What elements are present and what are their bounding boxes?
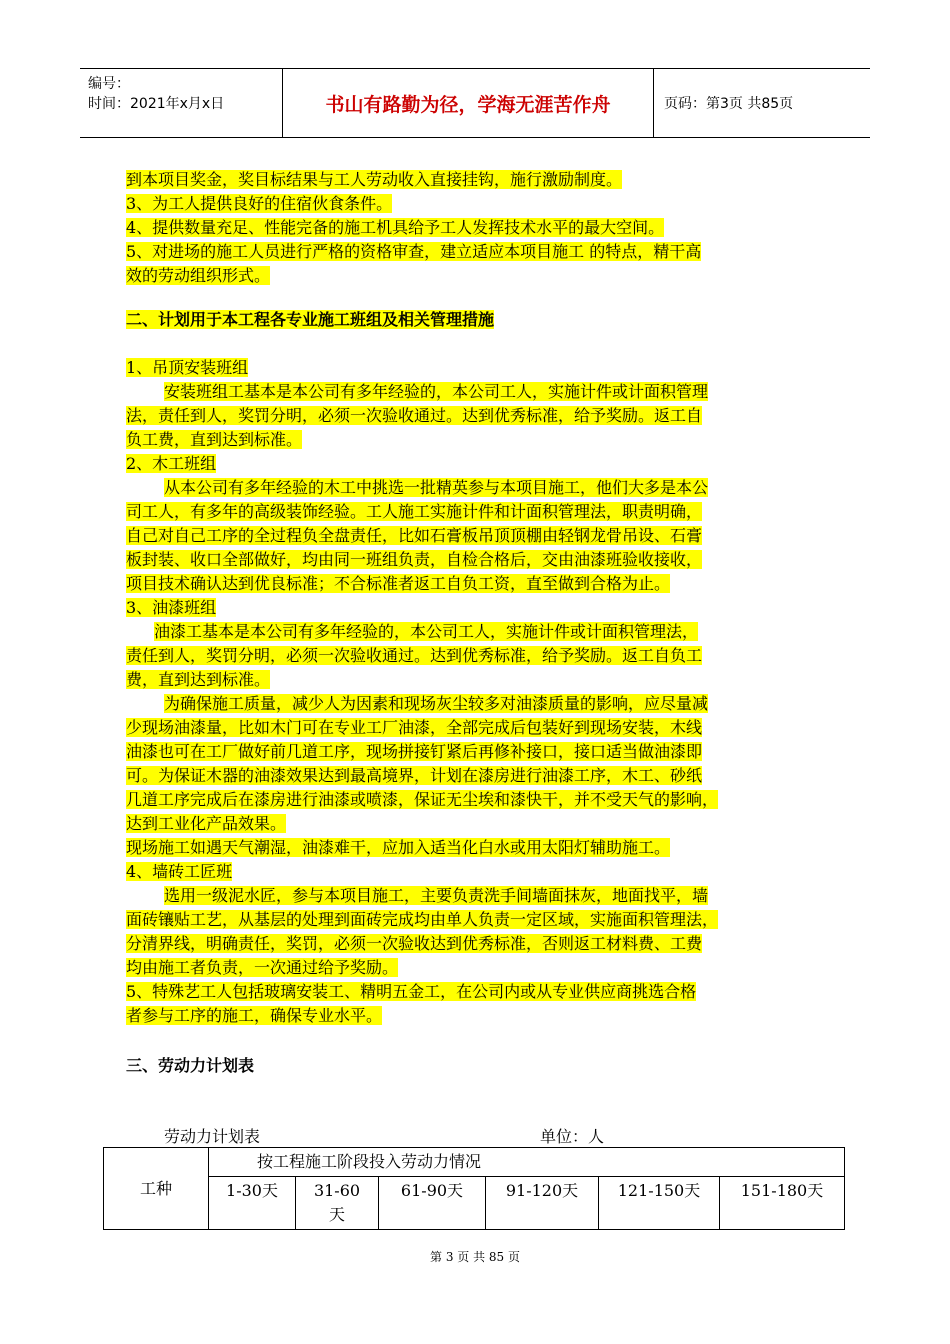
paragraph: 板封装、收口全部做好，均由同一班组负责，自检合格后，交由油漆班验收接收， [126,550,703,569]
page-header [80,68,870,138]
paragraph: 效的劳动组织形式。 [126,266,271,285]
period-header: 61-90天 [379,1177,486,1230]
section-heading: 三、劳动力计划表 [126,1056,255,1075]
subsection-title: 1、吊顶安装班组 [126,358,249,377]
table-unit: 单位：人 [540,1127,605,1146]
document-body [126,168,826,1078]
paragraph: 达到工业化产品效果。 [126,814,287,833]
paragraph: 责任到人，奖罚分明，必须一次验收通过。达到优秀标准，给予奖励。返工自负工 [126,646,703,665]
header-motto: 书山有路勤为径，学海无涯苦作舟 [283,69,654,137]
number-label: 编号： [88,76,130,92]
header-page-info: 页码：第3页 共85页 [664,96,794,112]
page-footer: 第 3 页 共 85 页 [430,1250,520,1264]
paragraph: 到本项目奖金，奖目标结果与工人劳动收入直接挂钩，施行激励制度。 [126,170,623,189]
paragraph: 4、提供数量充足、性能完备的施工机具给予工人发挥技术水平的最大空间。 [126,218,665,237]
worktype-header: 工种 [104,1148,209,1230]
paragraph: 法，责任到人，奖罚分明，必须一次验收通过。达到优秀标准，给予奖励。返工自 [126,406,703,425]
subsection-title: 3、油漆班组 [126,598,217,617]
subsection-title: 4、墙砖工匠班 [126,862,233,881]
paragraph: 5、特殊艺工人包括玻璃安装工、精明五金工，在公司内或从专业供应商挑选合格 [126,982,697,1001]
paragraph: 负工费，直到达到标准。 [126,430,303,449]
paragraph: 从本公司有多年经验的木工中挑选一批精英参与本项目施工，他们大多是本公 [164,478,709,497]
paragraph: 司工人，有多年的高级装饰经验。工人施工实施计件和计面积管理法，职责明确， [126,502,703,521]
subsection-title: 2、木工班组 [126,454,217,473]
paragraph: 为确保施工质量，减少人为因素和现场灰尘较多对油漆质量的影响，应尽量减 [164,694,709,713]
period-header: 151-180天 [720,1177,845,1230]
table-caption: 劳动力计划表 [164,1127,261,1146]
paragraph: 者参与工序的施工，确保专业水平。 [126,1006,383,1025]
paragraph: 3、为工人提供良好的住宿伙食条件。 [126,194,393,213]
header-meta [80,69,283,137]
paragraph: 安装班组工基本是本公司有多年经验的，本公司工人，实施计件或计面积管理 [164,382,709,401]
paragraph: 油漆也可在工厂做好前几道工序，现场拼接钉紧后再修补接口，接口适当做油漆即 [126,742,703,761]
paragraph: 少现场油漆量，比如木门可在专业工厂油漆，全部完成后包装好到现场安装，木线 [126,718,703,737]
paragraph: 5、对进场的施工人员进行严格的资格审查，建立适应本项目施工 的特点，精干高 [126,242,702,261]
paragraph: 几道工序完成后在漆房进行油漆或喷漆，保证无尘埃和漆快干，并不受天气的影响， [126,790,719,809]
paragraph: 项目技术确认达到优良标准；不合标准者返工自负工资，直至做到合格为止。 [126,574,671,593]
table-caption-row [164,1124,824,1147]
paragraph: 面砖镶贴工艺，从基层的处理到面砖完成均由单人负责一定区域，实施面积管理法， [126,910,719,929]
paragraph: 均由施工者负责，一次通过给予奖励。 [126,958,399,977]
period-header: 91-120天 [486,1177,599,1230]
period-group-header: 按工程施工阶段投入劳动力情况 [209,1148,845,1177]
paragraph: 现场施工如遇天气潮湿，油漆难干，应加入适当化白水或用太阳灯辅助施工。 [126,838,671,857]
period-header: 121-150天 [599,1177,720,1230]
paragraph: 自己对自己工序的全过程负全盘责任，比如石膏板吊顶顶棚由轻钢龙骨吊设、石膏 [126,526,703,545]
paragraph: 选用一级泥水匠，参与本项目施工，主要负责洗手间墙面抹灰，地面找平，墙 [164,886,709,905]
labor-plan-table [103,1147,845,1230]
paragraph: 可。为保证木器的油漆效果达到最高境界，计划在漆房进行油漆工序，木工、砂纸 [126,766,703,785]
period-header [296,1177,379,1230]
section-heading: 二、计划用于本工程各专业施工班组及相关管理措施 [126,310,495,329]
paragraph: 分清界线，明确责任，奖罚，必须一次验收达到优秀标准，否则返工材料费、工费 [126,934,703,953]
period-header-label: 31-60天 [313,1181,361,1224]
paragraph: 油漆工基本是本公司有多年经验的，本公司工人，实施计件或计面积管理法， [154,622,699,641]
time-label: 时间：2021年x月x日 [88,96,225,112]
period-header: 1-30天 [209,1177,296,1230]
paragraph: 费，直到达到标准。 [126,670,271,689]
